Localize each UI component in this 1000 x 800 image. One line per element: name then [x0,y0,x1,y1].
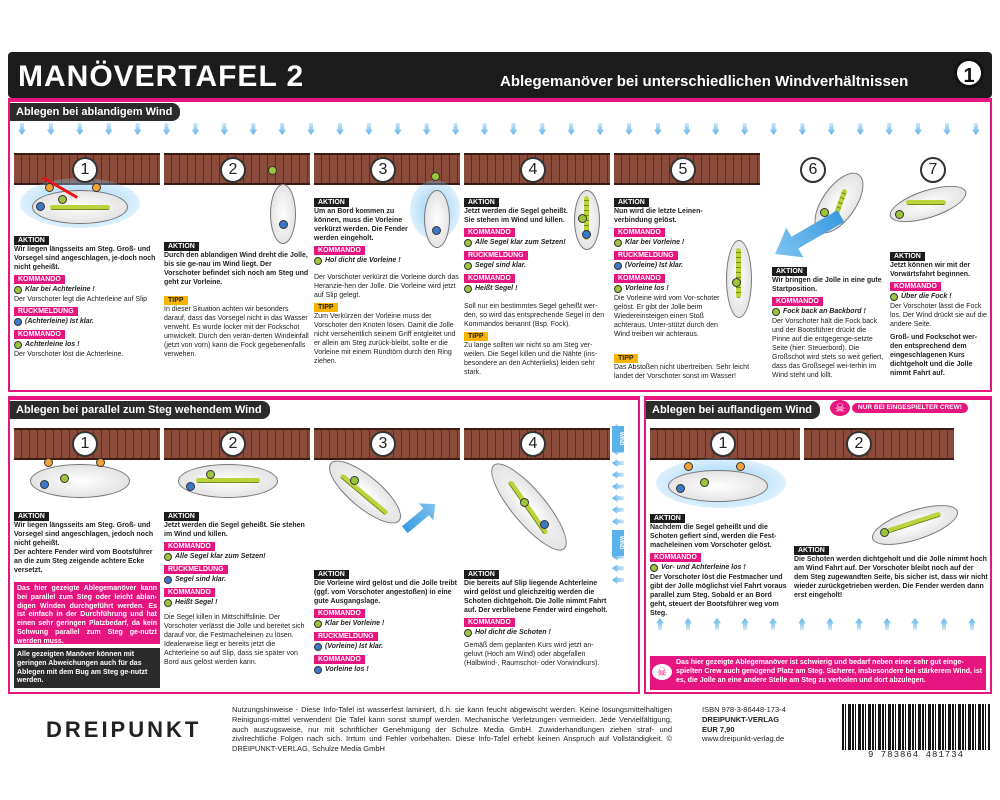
body-text: Groß- und Fockschot wer-den entsprechend dem eingeschlagenen Kurs dichtgeholt und die Jolle nimmt Fahrt auf. [890,333,978,377]
kommando-value: Achterleine los ! [25,340,80,348]
kommando-value: Hol dicht die Vorleine ! [325,256,401,264]
pier [804,428,954,460]
kommando-label: KOMMANDO [650,553,701,562]
crew-member [36,202,45,211]
isbn-block [702,705,786,744]
kommando-value: Heißt Segel ! [475,284,518,292]
crew-member [895,210,904,219]
sail [196,478,260,483]
aktion-text: Jetzt können wir mit der Vorwärtsfahrt beginnen. [890,262,971,278]
kommando-label: KOMMANDO [314,609,365,618]
rueckmeldung-value: Segel sind klar. [475,261,526,269]
kommando-label: KOMMANDO [772,297,823,306]
crew-member [520,498,529,507]
crew-dot [14,341,22,349]
tipp-label: TIPP [614,354,638,363]
crew-member [60,474,69,483]
wind-label: WIND [612,426,624,452]
fender [684,462,693,471]
kommando-text [464,239,570,248]
aktion-text: Wir bringen die Jolle in eine gute Startposition. [772,277,882,293]
crew-member [732,278,741,287]
header [0,0,1000,100]
crew-member [58,195,67,204]
crew-member [880,528,889,537]
crew-member [676,484,685,493]
step-number: 4 [520,431,546,457]
crew-member [820,208,829,217]
aktion-text: Um an Bord kommen zu können, muss die Vorleine verkürzt werden. Die Fender werden eingeholt. [314,208,408,242]
body-text: Gemäß dem geplanten Kurs wird jetzt an-geluvt (Hoch am Wind) oder abgefallen (Halbwind-, Raumschot- oder Vorwindkurs). [464,641,600,667]
sail [906,200,946,205]
crew-dot [314,620,322,628]
kommando-value: Hol dicht die Schoten ! [475,628,551,636]
sail [50,205,110,210]
kommando-text [890,293,988,302]
kommando-label: KOMMANDO [464,228,515,237]
warning-text: Das hier gezeigte Ablegemanöver ist schwierig und bedarf neben einer sehr gut einge-spielten Crew auch genügend Platz am Steg. Sicherer, insbesondere bei stärkerem Wind, ist es, die Jolle an eine andere Stelle am Steg zu verholen und dort abzulegen. [676,659,983,684]
kommando-value: Fock back an Backbord ! [783,307,866,315]
kommando-value: Klar bei Vorleine ! [625,238,685,246]
crew-member [700,478,709,487]
info-box-dark: Alle gezeigten Manöver können mit geringen Abweichungen auch für das Ablegen mit dem Bug am Steg ge-nutzt werden. [14,648,160,688]
aktion-text: Jetzt werden die Segel geheißt. Sie stehen im Wind und killen. [464,208,568,224]
kommando-text [314,620,460,629]
barcode [842,704,990,750]
kommando-label: KOMMANDO [314,655,365,664]
step-number: 7 [920,157,946,183]
crew-dot [650,564,658,572]
section-title-ablandig: Ablegen bei ablandigem Wind [10,103,180,121]
skull-icon: ☠ [830,400,850,416]
crew-dot [314,257,322,265]
boat [424,190,450,248]
aktion-text: Jetzt werden die Segel geheißt. Sie stehen im Wind und killen. [164,522,305,538]
kommando-value: Vorleine los ! [625,284,669,292]
kommando-label: KOMMANDO [314,246,365,255]
kommando-text [314,257,414,266]
fender [44,458,53,467]
crew-dot [464,262,472,270]
step2-text [164,240,310,360]
crew-dot [314,666,322,674]
rueckmeldung-text [614,262,722,271]
aktion-label: AKTION [794,546,829,555]
aktion-text: Die bereits auf Slip liegende Achterleine wird gelöst und gleichzeitig werden die Schoten dichtgeholt. Die Jolle nimmt Fahrt auf. Der verbliebene Fender wird eingeholt. [464,580,608,614]
page-number-badge: 1 [954,58,984,88]
kommando-text [14,286,160,295]
publisher-name: DREIPUNKT-VERLAG [702,714,780,724]
tipp-label: TIPP [164,296,188,305]
kommando-label: KOMMANDO [164,588,215,597]
page-title: MANÖVERTAFEL 2 [18,60,305,93]
crew-member [431,172,440,181]
crew-dot [464,239,472,247]
s2-step4-text [464,568,610,669]
aktion-text: Durch den ablandigen Wind dreht die Jolle, bis sie ge-nau im Wind liegt. Der Vorschoter befindet sich noch am Steg und geht zur Vorleine. [164,252,309,286]
body-text: Der Vorschoter hält die Fock back und der Bootsführer drückt die Pinne auf die entgegenge-setzte Seite (hier: Steuerbord). Die Großschot wird stets so weit gefiert, dass das Großsegel wei-terhin im Wind steht und killt. [772,317,884,379]
section-bar [8,396,640,400]
usage-note: Nutzungshinweise - Diese Info-Tafel ist wasserfest laminiert, d.h. sie kann feucht abgewischt werden. Keine lösungsmittelhaltigen Reinigungs-mittel verwenden! Die Tafel kann sonst stumpf werden. Mechanische Verletzungen vermeiden. Jede Vervielfältigung, auch auszugsweise, nur mit schriftlicher Genehmigung der Schulze Media GmbH. Zuwiderhandlungen ziehen straf- und zivilrechtliche Folgen nach sich. Irrtum und Fehler vorbehalten. Diese Info-Tafel erhebt keinen Anspruch auf Vollständigkeit. © DREIPUNKT-VERLAG, Schulze Media GmbH [232,705,672,753]
aktion-text: Wir liegen längsseits am Steg. Groß- und Vorsegel sind angeschlagen, jedoch noch nicht geheißt. [14,522,154,547]
step4-text-2 [464,303,610,378]
kommando-label: KOMMANDO [14,275,65,284]
body-text: Der Vorschoter löst die Achterleine. [14,350,124,358]
aktion-label: AKTION [650,514,685,523]
step-number: 3 [370,157,396,183]
skull-icon: ☠ [652,664,672,680]
page-subtitle: Ablegemanöver bei unterschiedlichen Windverhältnissen [500,73,909,90]
rueckmeldung-label: RÜCKMELDUNG [14,307,78,316]
step-number: 2 [220,157,246,183]
price: EUR 7,90 [702,724,735,734]
body-text: Der Vorschoter legt die Achterleine auf Slip [14,295,148,303]
aktion-label: AKTION [164,512,199,521]
crew-dot [614,262,622,270]
section-title-parallel: Ablegen bei parallel zum Steg wehendem Wind [10,401,270,419]
crew-dot [464,285,472,293]
kommando-text [164,553,310,562]
kommando-label: KOMMANDO [614,274,665,283]
tipp-label: TIPP [464,332,488,341]
sail [736,248,741,298]
aktion-label: AKTION [314,198,349,207]
aktion-text: Nun wird die letzte Leinen-verbindung gelöst. [614,208,703,224]
crew-member [186,482,195,491]
aktion-text: Die Vorleine wird gelöst und die Jolle treibt (ggf. vom Vorschoter angestoßen) in eine gute Ausgangslage. [314,580,458,605]
crew-member [279,220,288,229]
body-text: Die Vorleine wird vom Vor-schoter gelöst. Er gibt der Jolle beim Wiedereinsteigen einen Stoß achteraus. Unter-stützt durch den Wind treiben wir achteraus. [614,294,720,338]
aktion-label: AKTION [314,570,349,579]
body-text: Der Vorschoter löst die Festmacher und gibt der Jolle möglichst viel Fahrt voraus parallel zum Steg. Sobald er an Bord geht, steuert der Bootsführer weg vom Steg. [650,573,787,617]
kommando-value: Alle Segel klar zum Setzen! [475,238,566,246]
body-text: Der Vorschoter verkürzt die Vorleine durch das Heranzie-hen der Jolle. Die Vorleine wird jetzt auf Slip gelegt. [314,274,459,299]
crew-member [206,470,215,479]
kommando-text [464,629,610,638]
kommando-label: KOMMANDO [464,274,515,283]
wind-arrows-top [18,123,980,135]
crew-warning-badge: NUR BEI EINGESPIELTER CREW! [852,403,968,413]
kommando-value: Alle Segel klar zum Setzen! [175,552,266,560]
crew-dot [164,553,172,561]
crew-member [40,480,49,489]
crew-dot [614,239,622,247]
step7-text [890,250,988,378]
kommando-text [650,564,790,573]
wind-arrows-bottom [656,618,976,630]
s3-step1-text [650,512,790,619]
crew-member [582,230,591,239]
aktion-label: AKTION [14,512,49,521]
fender [736,462,745,471]
section-title-auflandig: Ablegen bei auflandigem Wind [646,401,820,419]
crew-dot [772,308,780,316]
tipp-text: In dieser Situation achten wir besonders darauf, dass das Vorsegel nicht in das Wasser verweht. Es wurde locker mit der Fockschot umwickelt. Durch den verän-derten Windeinfall (jetzt von vorn) kann die Fock gegebenenfalls verwehen. [164,305,309,358]
crew-dot [614,285,622,293]
kommando-text [614,239,722,248]
body-text: Der Vorschoter lässt die Fock los. Der Wind drückt sie auf die andere Seite. [890,302,987,328]
body-text: Der achtere Fender wird vom Bootsführer an die zum Steg zeigende achtere Ecke versetzt. [14,548,153,574]
crew-dot [890,293,898,301]
aktion-text: Wir liegen längsseits am Steg. Groß- und Vorsegel sind angeschlagen, je-doch noch nicht geheißt. [14,246,156,271]
crew-member [540,520,549,529]
fender [45,183,54,192]
aktion-label: AKTION [614,198,649,207]
aktion-label: AKTION [14,236,49,245]
website: www.dreipunkt-verlag.de [702,734,785,744]
crew-member [268,166,277,175]
aktion-text: Die Schoten werden dichtgeholt und die Jolle nimmt hoch am Wind Fahrt auf. Der Vorschoter bleibt noch auf der dem Steg zugewandten Seite, bis sicher ist, dass wir nicht wieder zurückgetrieben werden. Die Fender werden dann erst eingeholt! [794,556,988,599]
rueckmeldung-text [464,262,570,271]
rueckmeldung-text [314,643,460,652]
kommando-label: KOMMANDO [14,330,65,339]
wind-label: WIND [612,530,624,556]
kommando-value: Klar bei Achterleine ! [25,285,95,293]
boat [270,184,296,244]
kommando-text [14,341,160,350]
kommando-value: Vorleine los ! [325,665,369,673]
rueckmeldung-label: RÜCKMELDUNG [464,251,528,260]
crew-dot [164,599,172,607]
aktion-label: AKTION [890,252,925,261]
section-bar [644,396,992,400]
step-number: 1 [710,431,736,457]
rueckmeldung-text [164,576,310,585]
step-number: 5 [670,157,696,183]
crew-member [432,226,441,235]
step-number: 1 [72,157,98,183]
crew-member [350,476,359,485]
step4-text [464,196,570,295]
step-number: 4 [520,157,546,183]
crew-dot [14,286,22,294]
crew-dot [314,643,322,651]
step-number: 2 [220,431,246,457]
kommando-label: KOMMANDO [164,542,215,551]
rueckmeldung-label: RÜCKMELDUNG [164,565,228,574]
kommando-value: Über die Fock ! [901,292,952,300]
step-number: 1 [72,431,98,457]
warning-box [650,656,986,690]
kommando-label: KOMMANDO [890,282,941,291]
step5-text [614,196,722,340]
rueckmeldung-value: Segel sind klar. [175,575,226,583]
step-number: 6 [800,157,826,183]
kommando-text [164,599,310,608]
kommando-text [614,285,722,294]
aktion-text: Nachdem die Segel geheißt und die Schoten gefiert sind, werden die Fest-macheleinen vom Vorschoter gelöst. [650,524,777,549]
crew-dot [464,629,472,637]
tipp-text: Zum Verkürzen der Vorleine muss der Vorschoter den Knoten lösen. Damit die Jolle nicht versehentlich seinem Griff entgleitet und er allein am Steg zurück-bleibt, sollte er die Vorleine mit einem Rundtörn durch den Ring ziehen. [314,312,456,365]
body-text: Soll nur ein bestimmtes Segel geheißt wer-den, so wird das entsprechende Segel in den Kommandos benannt (Bsp. Fock). [464,303,605,328]
tipp-label: TIPP [314,303,338,312]
crew-dot [14,318,22,326]
rueckmeldung-value: (Vorleine) Ist klar. [325,642,384,650]
kommando-text [314,666,460,675]
step-number: 2 [846,431,872,457]
kommando-text [464,285,570,294]
kommando-value: Klar bei Vorleine ! [325,619,385,627]
section-bar [8,98,992,102]
step6-text [772,265,884,381]
info-box-pink: Das hier gezeigte Ablegemanöver kann bei parallel zum Steg oder leicht ablan-digen Winden durchgeführt werden. Es ist einfach in der Durchführung und hat einen sehr geringen Platzbedarf, da kein Schwung parallel zum Steg ge-nutzt werden muss. [14,582,160,644]
step5-text-2 [614,352,760,382]
rueckmeldung-label: RÜCKMELDUNG [314,632,378,641]
publisher-logo: DREIPUNKT [46,717,202,742]
tipp-text: Das Abstoßen nicht übertreiben. Sehr leicht landet der Vorschoter sonst im Wasser! [614,364,750,380]
barcode-number: 9 783864 481734 [867,750,964,760]
rueckmeldung-value: (Vorleine) Ist klar. [625,261,684,269]
body-text: Die Segel killen in Mittschiffslinie. Der Vorschoter verlässt die Jolle und bereitet sich darauf vor, die Festmacheleinen zu lösen. Idealerweise liegt er bereits jetzt die Achterleine so auf Slip, dass sie später von Bord aus gelöst werden kann. [164,613,305,666]
isbn: ISBN 978-3-86448-173-4 [702,705,786,714]
aktion-label: AKTION [464,570,499,579]
fender [96,458,105,467]
kommando-value: Heißt Segel ! [175,598,218,606]
rueckmeldung-text [14,318,160,327]
step-number: 3 [370,431,396,457]
step3-text [314,196,414,267]
kommando-value: Vor- und Achterleine los ! [661,563,746,571]
s2-step1-text [14,510,160,576]
kommando-label: KOMMANDO [614,228,665,237]
kommando-text [772,308,884,317]
tipp-text: Zu lange sollten wir nicht so am Steg ver-weilen. Die Segel killen und die Nähte (ins-besondere an den Achterlieks) leiden sehr stark. [464,341,598,376]
s2-step3-text [314,568,460,676]
fender [92,183,101,192]
step1-text [14,234,160,360]
rueckmeldung-label: RÜCKMELDUNG [614,251,678,260]
crew-dot [164,576,172,584]
step3-text-2 [314,274,460,367]
s3-step2-text [794,544,988,601]
rueckmeldung-value: (Achterleine) Ist klar. [25,317,94,325]
kommando-label: KOMMANDO [464,618,515,627]
s2-step2-text [164,510,310,667]
crew-member [578,214,587,223]
aktion-label: AKTION [164,242,199,251]
aktion-label: AKTION [772,267,807,276]
aktion-label: AKTION [464,198,499,207]
